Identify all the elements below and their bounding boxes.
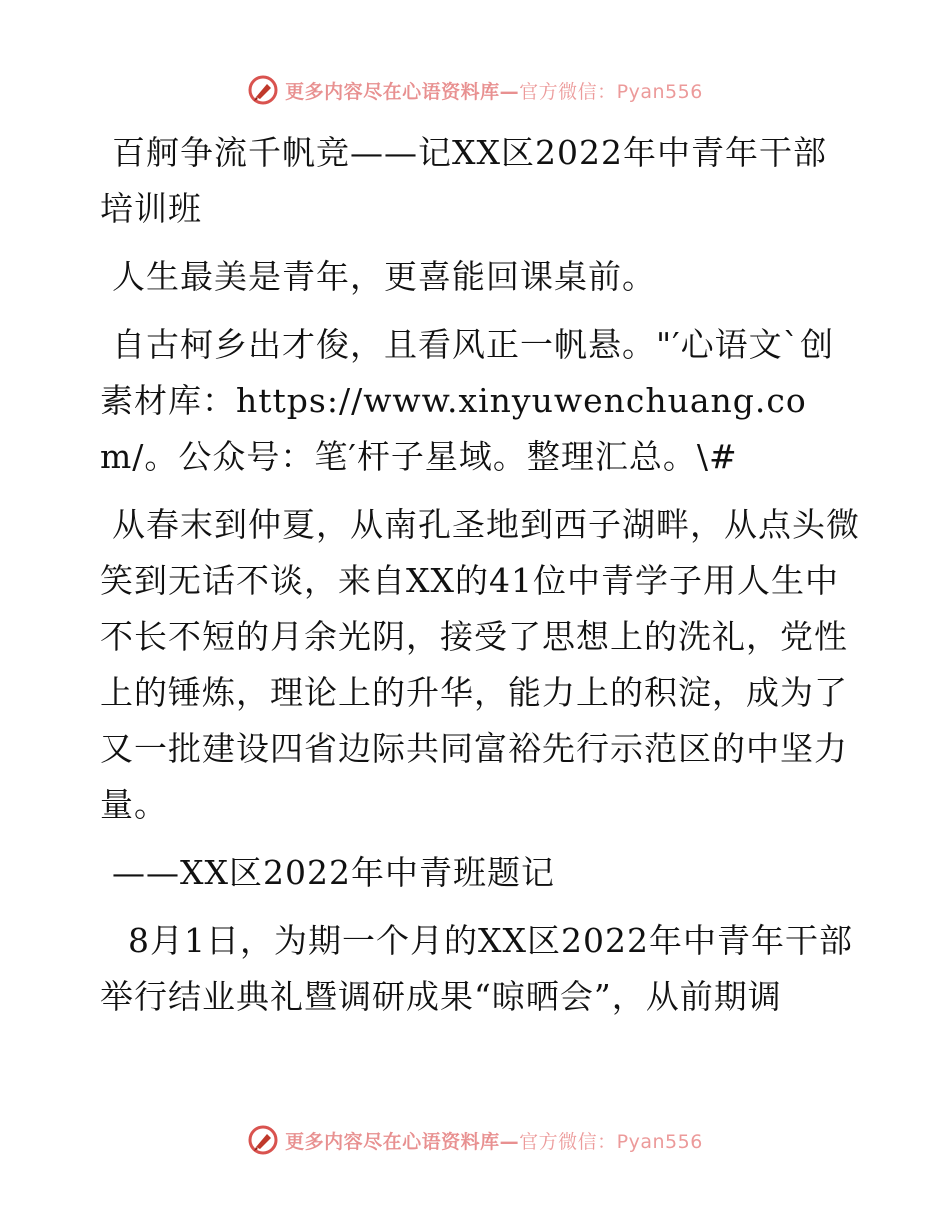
paragraph-2: 自古柯乡出才俊，且看风正一帆悬。"′心语文`创素材库：https://www.xinyuwenchuang.com/。公众号：笔′杆子星域。整理汇总。\# xyxy=(100,325,835,476)
watermark-dash: — xyxy=(499,80,520,103)
paragraph-4: ——XX区2022年中青班题记 xyxy=(112,853,555,892)
document-body xyxy=(100,125,860,1037)
watermark-label: 更多内容尽在心语资料库 xyxy=(285,1130,500,1153)
watermark-text xyxy=(285,1127,703,1154)
watermark-dash: — xyxy=(499,1130,520,1153)
document-title: 百舸争流千帆竞——记XX区2022年中青年干部培训班 xyxy=(100,133,827,228)
watermark-wechat: 官方微信：Pyan556 xyxy=(519,80,703,103)
watermark-label: 更多内容尽在心语资料库 xyxy=(285,80,500,103)
pen-logo-icon xyxy=(247,74,279,106)
paragraph-5: 8月1日，为期一个月的XX区2022年中青年干部举行结业典礼暨调研成果“晾晒会”，从前期调 xyxy=(100,921,853,1016)
footer-watermark xyxy=(0,1120,950,1160)
header-watermark xyxy=(0,70,950,110)
paragraph-1: 人生最美是青年，更喜能回课桌前。 xyxy=(112,257,656,296)
pen-logo-icon xyxy=(247,1124,279,1156)
watermark-text xyxy=(285,77,703,104)
paragraph-3: 从春末到仲夏，从南孔圣地到西子湖畔，从点头微笑到无话不谈，来自XX的41位中青学子用人生中不长不短的月余光阴，接受了思想上的洗礼，党性上的锤炼，理论上的升华，能力上的积淀，成为了又一批建设四省边际共同富裕先行示范区的中坚力量。 xyxy=(100,505,860,824)
watermark-wechat: 官方微信：Pyan556 xyxy=(519,1130,703,1153)
